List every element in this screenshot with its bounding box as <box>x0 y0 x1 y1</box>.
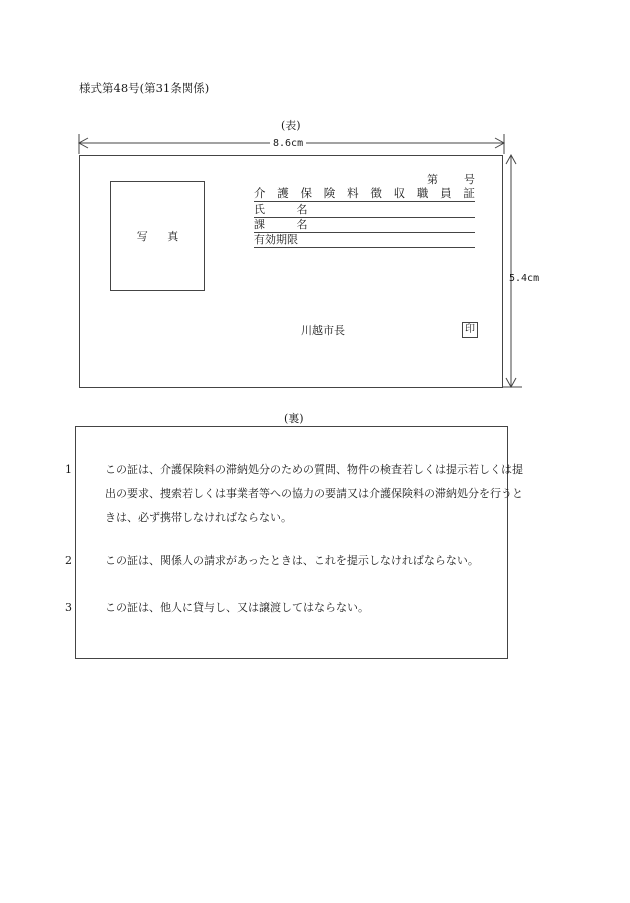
note-text: この証は、関係人の請求があったときは、これを提示しなければならない。 <box>105 554 479 567</box>
seal-mark: 印 <box>462 322 478 338</box>
back-side-label: (裏) <box>284 412 304 425</box>
note-text: この証は、介護保険料の滞納処分のための質問、物件の検査若しくは提示若しくは提出の要求、捜索若しくは事業者等への協力の要請又は介護保険料の滞納処分を行うときは、必ず携帯しなければならない。 <box>105 463 523 524</box>
note-3 <box>65 596 523 620</box>
number-suffix: 号 <box>464 173 475 186</box>
note-1 <box>65 458 523 530</box>
card-number-row <box>427 171 475 187</box>
note-number: 2 <box>65 554 72 567</box>
card-title: 介 護 保 険 料 徴 収 職 員 証 <box>254 186 475 200</box>
width-dimension-label: 8.6cm <box>270 138 306 149</box>
name-field: 氏 名 <box>254 203 475 218</box>
note-number: 3 <box>65 601 72 614</box>
note-text: この証は、他人に貸与し、又は譲渡してはならない。 <box>105 601 369 614</box>
photo-box <box>110 181 205 291</box>
note-2 <box>65 549 523 573</box>
front-side-label: (表) <box>281 119 301 132</box>
height-dimension-label: 5.4cm <box>509 273 540 284</box>
number-prefix: 第 <box>427 173 438 186</box>
issuer-name: 川越市長 <box>301 324 345 337</box>
note-number: 1 <box>65 463 72 476</box>
section-field: 課 名 <box>254 218 475 233</box>
height-dimension-arrow <box>502 153 526 391</box>
form-title: 様式第48号(第31条関係) <box>79 81 210 95</box>
expiry-field: 有効期限 <box>254 233 475 248</box>
photo-label: 写 真 <box>136 230 187 243</box>
